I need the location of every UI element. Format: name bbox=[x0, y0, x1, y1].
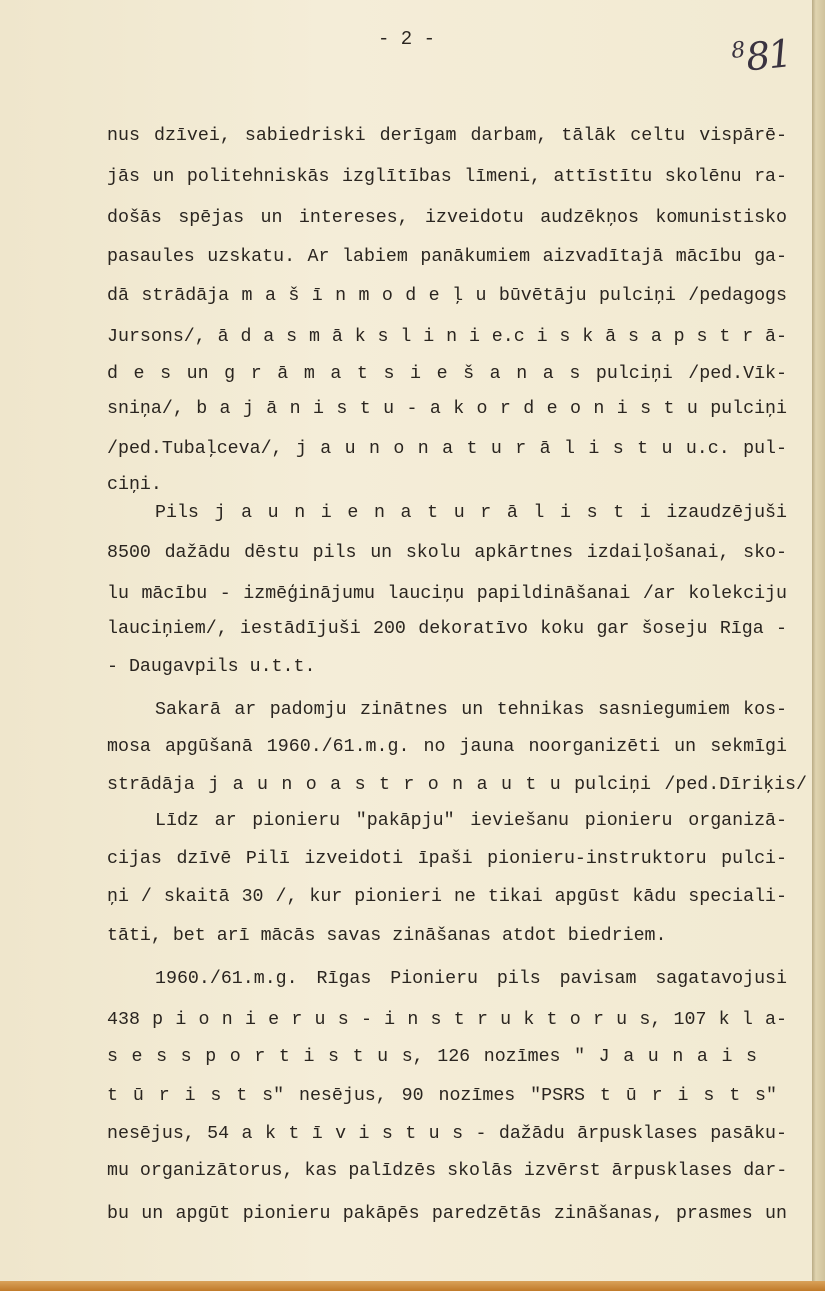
text-line: ciņi. bbox=[107, 475, 162, 495]
text-line: Līdz ar pionieru "pakāpju" ieviešanu pionieru organizā- bbox=[155, 811, 787, 831]
text-line: Sakarā ar padomju zinātnes un tehnikas sasniegumiem kos- bbox=[155, 700, 787, 720]
page-number: - 2 - bbox=[378, 28, 436, 50]
text-line: sniņa/, b a j ā n i s t u - a k o r d e o n i s t u pulciņi bbox=[107, 399, 787, 419]
text-line: d e s un g r ā m a t s i e š a n a s pulciņi /ped.Vīk- bbox=[107, 364, 787, 384]
text-line: s e s s p o r t i s t u s, 126 nozīmes " J a u n a i s bbox=[107, 1047, 757, 1067]
text-line: mu organizātorus, kas palīdzēs skolās izvērst ārpusklases dar- bbox=[107, 1161, 788, 1181]
page-bottom-edge bbox=[0, 1281, 825, 1291]
text-line: ņi / skaitā 30 /, kur pionieri ne tikai apgūst kādu speciali- bbox=[107, 887, 787, 907]
text-line: tāti, bet arī mācās savas zināšanas atdot biedriem. bbox=[107, 926, 667, 946]
text-line: cijas dzīvē Pilī izveidoti īpaši pionieru-instruktoru pulci- bbox=[107, 849, 787, 869]
text-line: dā strādāja m a š ī n m o d e ļ u būvētāju pulciņi /pedagogs bbox=[107, 286, 787, 306]
text-line: 8500 dažādu dēstu pils un skolu apkārtnes izdaiļošanai, sko- bbox=[107, 543, 787, 563]
text-line: lauciņiem/, iestādījuši 200 dekoratīvo koku gar šoseju Rīga - bbox=[107, 619, 787, 639]
text-line: bu un apgūt pionieru pakāpēs paredzētās zināšanas, prasmes un bbox=[107, 1204, 787, 1224]
text-line: jās un politehniskās izglītības līmeni, attīstītu skolēnu ra- bbox=[107, 167, 787, 187]
text-line: - Daugavpils u.t.t. bbox=[107, 657, 316, 677]
archive-number-new: 81 bbox=[743, 31, 793, 80]
text-line: t ū r i s t s" nesējus, 90 nozīmes "PSRS t ū r i s t s" bbox=[107, 1086, 777, 1106]
text-line: nus dzīvei, sabiedriski derīgam darbam, tālāk celtu vispārē- bbox=[107, 126, 787, 146]
text-line: nesējus, 54 a k t ī v i s t u s - dažādu ārpusklases pasāku- bbox=[107, 1124, 787, 1144]
text-line: /ped.Tubaļceva/, j a u n o n a t u r ā l i s t u u.c. pul- bbox=[107, 439, 787, 459]
text-line: strādāja j a u n o a s t r o n a u t u pulciņi /ped.Dīriķis/ bbox=[107, 775, 807, 795]
text-line: 438 p i o n i e r u s - i n s t r u k t o r u s, 107 k l a- bbox=[107, 1010, 787, 1030]
text-line: Pils j a u n i e n a t u r ā l i s t i izaudzējuši bbox=[155, 503, 787, 523]
text-line: mosa apgūšanā 1960./61.m.g. no jauna noorganizēti un sekmīgi bbox=[107, 737, 787, 757]
text-line: Jursons/, ā d a s m ā k s l i n i e.c i s k ā s a p s t r ā- bbox=[107, 327, 787, 347]
text-line: 1960./61.m.g. Rīgas Pionieru pils pavisam sagatavojusi bbox=[155, 969, 787, 989]
text-line: lu mācību - izmēģinājumu lauciņu papildināšanai /ar kolekciju bbox=[107, 584, 787, 604]
page-edge bbox=[812, 0, 825, 1291]
handwritten-archive-number bbox=[730, 31, 793, 81]
text-line: došās spējas un intereses, izveidotu audzēkņos komunistisko bbox=[107, 208, 787, 228]
archive-number-old: 8 bbox=[730, 37, 745, 65]
text-line: pasaules uzskatu. Ar labiem panākumiem aizvadītajā mācību ga- bbox=[107, 247, 787, 267]
